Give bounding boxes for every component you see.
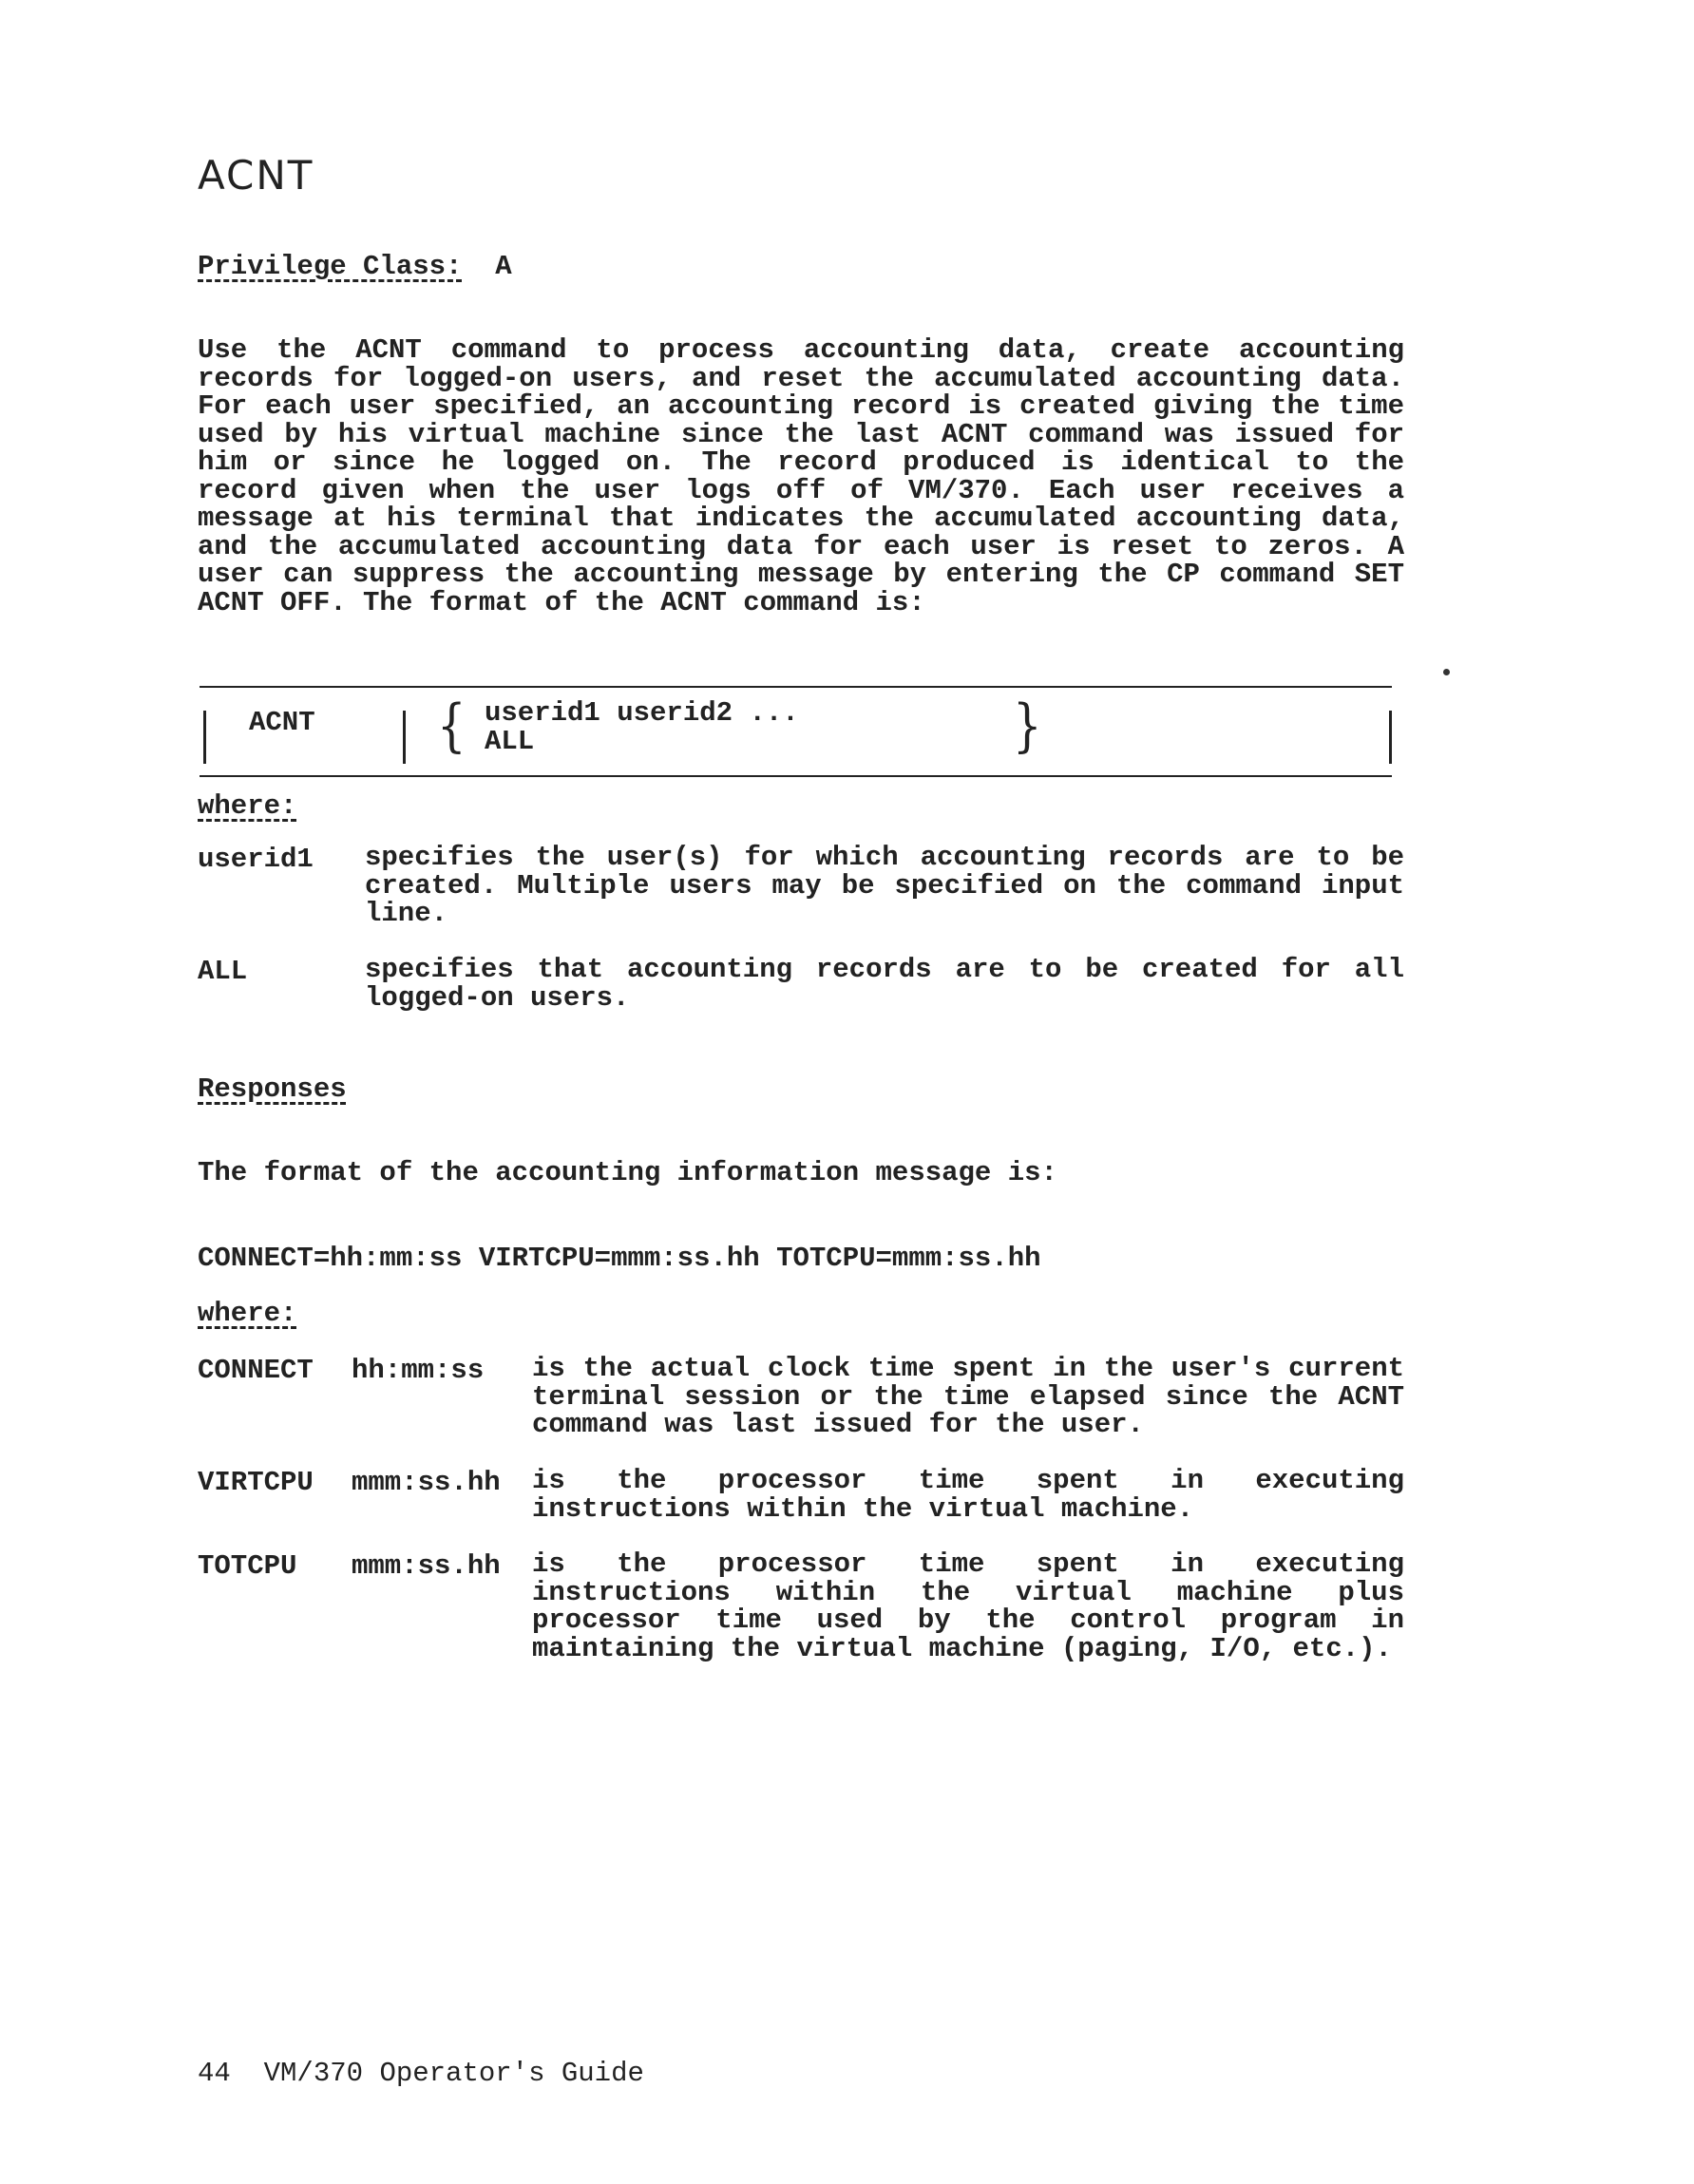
intro-paragraph: Use the ACNT command to process accounting data, create accounting records for logged-on users, and reset the accumulated accounting data. For each user specified, an accounting record is created giving the time used by his virtual machine since the last ACNT command was issued for him or since he logged on. The record produced is identical to the record given when the user logs off of VM/370. Each user receives a message at his terminal that indicates the accumulated accounting data, and the accumulated accounting data for each user is reset to zeros. A user can suppress the accounting message by entering the CP command SET ACNT OFF. The format of the ACNT command is: [198,334,1404,618]
privilege-class-label: Privilege Class: [198,251,463,282]
privilege-class-line [198,251,512,282]
response-field-description: is the actual clock time spent in the user's current terminal session or the time elapsed since the ACNT command was last issued for the user. [532,1353,1404,1440]
format-operand-option-1: userid1 userid2 ... [485,697,799,729]
format-operand-option-2: ALL [485,726,535,757]
where-label: where: [198,1298,297,1329]
format-box-left-border [203,711,206,764]
operand-term: ALL [198,956,248,987]
operand-term: userid1 [198,844,314,875]
operand-description: specifies the user(s) for which accounting records are to be created. Multiple users may be specified on the command input line. [365,842,1404,929]
where-label: where: [198,790,297,822]
responses-intro: The format of the accounting information message is: [198,1157,1057,1188]
message-format: CONNECT=hh:mm:ss VIRTCPU=mmm:ss.hh TOTCPU=mmm:ss.hh [198,1243,1041,1274]
response-field-name: TOTCPU [198,1550,297,1582]
response-field-format: mmm:ss.hh [352,1550,501,1582]
command-format-box [200,686,1392,777]
right-brace-icon: } [1013,693,1042,759]
page-footer [198,2058,644,2089]
book-title: VM/370 Operator's Guide [263,2058,644,2089]
page-title: ACNT [198,152,314,199]
response-field-format: hh:mm:ss [352,1355,485,1386]
responses-heading: Responses [198,1073,347,1105]
response-field-format: mmm:ss.hh [352,1467,501,1498]
response-field-description: is the processor time spent in executing instructions within the virtual machine. [532,1465,1404,1525]
response-field-name: CONNECT [198,1355,314,1386]
left-brace-icon: { [437,693,466,759]
format-box-right-border [1389,711,1392,764]
operand-description: specifies that accounting records are to be created for all logged-on users. [365,954,1404,1014]
format-box-divider [403,711,406,764]
response-field-description: is the processor time spent in executing instructions within the virtual machine plus processor time used by the control program in maintaining the virtual machine (paging, I/O, etc.). [532,1548,1404,1664]
privilege-class-value: A [495,251,512,282]
response-field-name: VIRTCPU [198,1467,314,1498]
page-number: 44 [198,2058,231,2089]
format-command-name: ACNT [249,707,315,738]
scan-speck [1443,669,1450,675]
